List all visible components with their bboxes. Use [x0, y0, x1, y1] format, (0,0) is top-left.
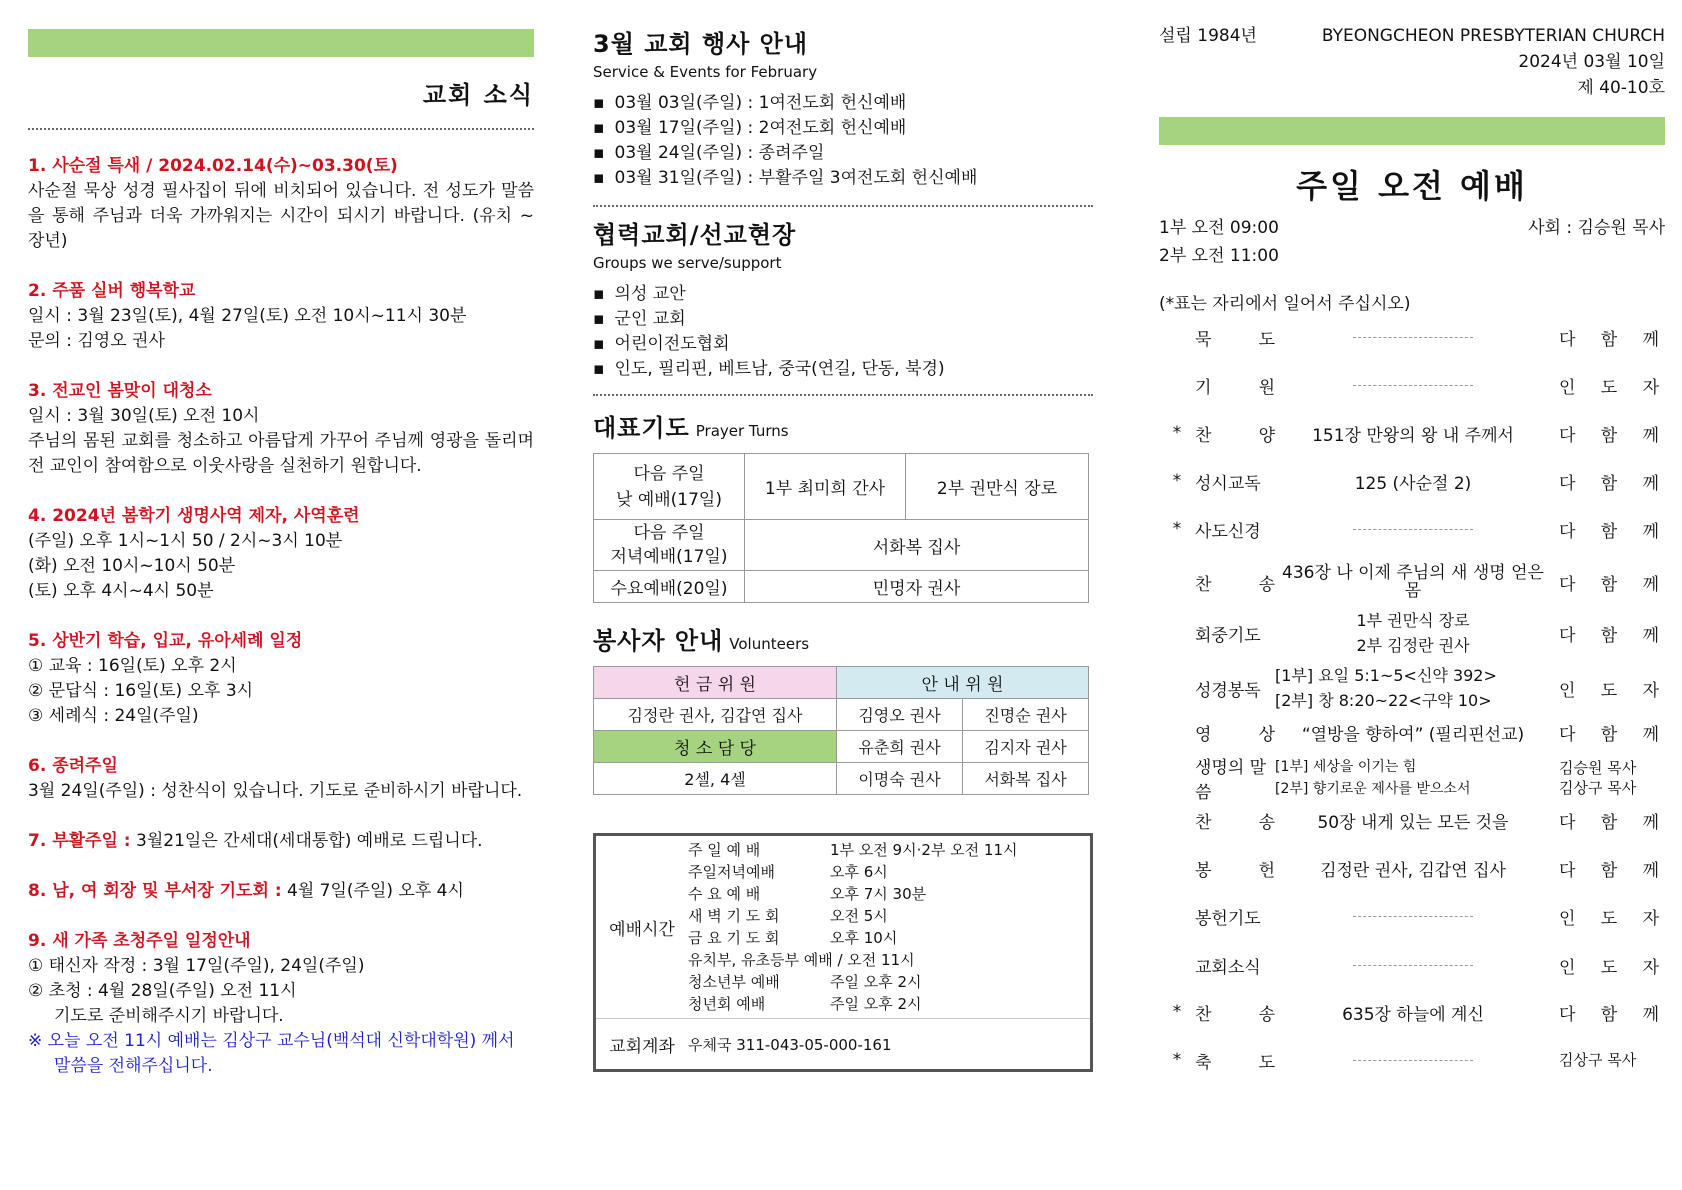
order-item-content: 436장 나 이제 주님의 새 생명 얻은 몸 [1282, 563, 1544, 601]
green-header-bar [1159, 117, 1665, 145]
prayer-title: 대표기도 Prayer Turns [593, 414, 789, 442]
prayer-cell: 2부 권만식 장로 [906, 454, 1089, 520]
order-item-leader: 다 함 께 [1559, 1004, 1659, 1025]
news-5-line: ③ 세례식 : 24일(주일) [28, 706, 199, 726]
offering-committee-header: 헌 금 위 원 [594, 667, 837, 699]
news-4-line: (주일) 오후 1시~1시 50 / 2시~3시 10분 [28, 531, 343, 551]
order-item-content [1275, 375, 1551, 395]
order-item-content: 김정란 권사, 김갑연 집사 [1320, 860, 1506, 881]
order-item-content [1275, 906, 1551, 926]
divider [593, 394, 1093, 396]
prayer-cell: 1부 최미희 간사 [745, 454, 906, 520]
order-row [1159, 610, 1665, 656]
church-name: BYEONGCHEON PRESBYTERIAN CHURCH [1321, 26, 1665, 46]
news-9-line: 기도로 준비해주시기 바랍니다. [54, 1006, 284, 1026]
news-5-line: ① 교육 : 16일(토) 오후 2시 [28, 656, 237, 676]
news-2-line: 문의 : 김영오 권사 [28, 331, 165, 351]
order-item-name: 축 도 [1195, 1052, 1275, 1073]
news-8-heading: 8. 남, 여 회장 및 부서장 기도회 : [28, 881, 282, 901]
divider [593, 205, 1093, 207]
dashed-placeholder [1353, 1060, 1473, 1061]
order-item-leader: 김승원 목사 김상구 목사 [1559, 759, 1637, 797]
order-row [1159, 805, 1665, 835]
events-subtitle: Service & Events for February [593, 63, 818, 81]
group-item: ▪ 군인 교회 [593, 307, 1093, 332]
order-item-name: 묵 도 [1195, 329, 1275, 350]
service-row: 청년회 예배 주일 오후 2시 [688, 995, 922, 1013]
service-times-label: 예배시간 [609, 919, 675, 940]
order-item-leader: 인 도 자 [1559, 680, 1659, 701]
order-row [1159, 514, 1665, 544]
worship-title: 주일 오전 예배 [1296, 167, 1528, 205]
guest-speaker-note: ※ 오늘 오전 11시 예배는 김상구 교수님(백석대 신학대학원) 께서 말씀을 전해주십니다. [28, 1031, 515, 1076]
service-row: 새 벽 기 도 회 오전 5시 [688, 907, 888, 925]
bulletin-issue: 제 40-10호 [1577, 78, 1665, 98]
order-item-content [1275, 327, 1551, 347]
news-2-line: 일시 : 3월 23일(토), 4월 27일(토) 오전 10시~11시 30분 [28, 306, 467, 326]
order-row [1159, 322, 1665, 352]
order-item-content: 635장 하늘에 계신 [1342, 1004, 1484, 1025]
order-item-name: 생명의 말씀 [1195, 758, 1267, 803]
order-item-leader: 다 함 께 [1559, 724, 1659, 745]
dashed-placeholder [1353, 385, 1473, 386]
offering-names: 김정란 권사, 김갑연 집사 [594, 699, 837, 731]
news-9-line: ② 초청 : 4월 28일(주일) 오전 11시 [28, 981, 297, 1001]
service-row: 주일저녁예배 오후 6시 [688, 863, 888, 881]
service-row: 수 요 예 배 오후 7시 30분 [688, 885, 927, 903]
group-item: ▪ 인도, 필리핀, 베트남, 중국(연길, 단동, 북경) [593, 357, 1093, 382]
green-header-bar [28, 29, 534, 57]
order-item-name: 교회소식 [1195, 957, 1261, 978]
events-list [593, 91, 1093, 191]
stand-marker: * [1172, 1050, 1182, 1070]
order-item-leader: 다 함 께 [1559, 329, 1659, 350]
order-item-leader: 다 함 께 [1559, 425, 1659, 446]
order-row [1159, 418, 1665, 448]
news-6-heading: 6. 종려주일 [28, 756, 118, 776]
order-row [1159, 853, 1665, 883]
news-1-body: 사순절 묵상 성경 필사집이 뒤에 비치되어 있습니다. 전 성도가 말씀을 통해 주님과 더욱 가까워지는 시간이 되시기 바랍니다. (유치 ~ 장년) [28, 181, 534, 251]
event-item: ▪ 03월 31일(주일) : 부활주일 3여전도회 헌신예배 [593, 166, 1093, 191]
order-item-name: 성시교독 [1195, 473, 1261, 494]
order-item-content: [1부] 세상을 이기는 힘 [2부] 향기로운 제사를 받으소서 [1275, 759, 1471, 797]
news-7-heading: 7. 부활주일 : [28, 831, 131, 851]
service-time-2: 2부 오전 11:00 [1159, 246, 1279, 266]
order-item-name: 사도신경 [1195, 521, 1261, 542]
order-item-content [1275, 1050, 1551, 1070]
usher-name: 김영오 권사 [837, 699, 963, 731]
stand-marker: * [1172, 471, 1182, 491]
news-4-line: (화) 오전 10시~10시 50분 [28, 556, 236, 576]
worship-host: 사회 : 김승원 목사 [1528, 218, 1665, 238]
order-item-name: 찬 양 [1195, 425, 1275, 446]
service-row: 주 일 예 배 1부 오전 9시·2부 오전 11시 [688, 841, 1018, 859]
order-item-name: 회중기도 [1195, 625, 1261, 646]
usher-name: 서화복 집사 [963, 763, 1089, 795]
dashed-placeholder [1353, 916, 1473, 917]
order-item-content: 151장 만왕의 왕 내 주께서 [1312, 425, 1514, 446]
prayer-cell: 민명자 권사 [745, 571, 1089, 603]
order-item-leader: 다 함 께 [1559, 521, 1659, 542]
order-item-name: 봉 헌 [1195, 860, 1275, 881]
order-item-name: 기 원 [1195, 377, 1275, 398]
founded-year: 설립 1984년 [1159, 26, 1257, 46]
events-title: 3월 교회 행사 안내 [593, 30, 809, 58]
usher-name: 이명숙 권사 [837, 763, 963, 795]
events-column [593, 0, 1093, 1072]
order-item-name: 영 상 [1195, 724, 1275, 745]
order-item-content: 1부 권만식 장로 2부 김정란 권사 [1356, 611, 1470, 655]
worship-order-column [1159, 0, 1665, 1074]
news-7-text: 3월21일은 간세대(세대통합) 예배로 드립니다. [130, 831, 483, 851]
stand-marker: * [1172, 423, 1182, 443]
news-4-line: (토) 오후 4시~4시 50분 [28, 581, 214, 601]
order-row [1159, 1045, 1665, 1075]
order-row [1159, 466, 1665, 496]
order-item-leader: 인 도 자 [1559, 957, 1659, 978]
order-item-content: [1부] 요일 5:1~5<신약 392> [2부] 창 8:20~22<구약 10> [1275, 666, 1497, 710]
service-time-1: 1부 오전 09:00 [1159, 218, 1279, 238]
dashed-placeholder [1353, 529, 1473, 530]
stand-marker: * [1172, 519, 1182, 539]
order-row [1159, 663, 1665, 713]
prayer-cell: 서화복 집사 [745, 520, 1089, 571]
event-item: ▪ 03월 03일(주일) : 1여전도회 헌신예배 [593, 91, 1093, 116]
order-item-content [1275, 955, 1551, 975]
order-row [1159, 945, 1665, 985]
news-5-line: ② 문답식 : 16일(토) 오후 3시 [28, 681, 254, 701]
order-item-leader: 다 함 께 [1559, 860, 1659, 881]
event-item: ▪ 03월 24일(주일) : 종려주일 [593, 141, 1093, 166]
cleaning-cells: 2셀, 4셀 [594, 763, 837, 795]
order-item-content: 125 (사순절 2) [1354, 473, 1472, 494]
order-item-leader: 김상구 목사 [1559, 1051, 1637, 1069]
news-3-heading: 3. 전교인 봄맞이 대청소 [28, 381, 212, 401]
news-9-heading: 9. 새 가족 초청주일 일정안내 [28, 931, 251, 951]
order-item-name: 찬 송 [1195, 574, 1275, 595]
order-row [1159, 997, 1665, 1027]
news-1-heading: 1. 사순절 특새 / 2024.02.14(수)~03.30(토) [28, 156, 398, 176]
news-list [28, 154, 534, 1079]
prayer-label: 다음 주일 저녁예배(17일) [594, 520, 745, 571]
church-news-column [28, 0, 534, 1079]
order-item-leader: 다 함 께 [1559, 473, 1659, 494]
order-row [1159, 562, 1665, 602]
order-item-name: 성경봉독 [1195, 680, 1261, 701]
order-item-content: 50장 내게 있는 모든 것을 [1317, 812, 1509, 833]
news-9-line: ① 태신자 작정 : 3월 17일(주일), 24일(주일) [28, 956, 365, 976]
groups-title: 협력교회/선교현장 [593, 221, 797, 249]
prayer-label: 다음 주일 낮 예배(17일) [594, 454, 745, 520]
dashed-placeholder [1353, 965, 1473, 966]
news-8 [28, 879, 534, 904]
stand-notice: (*표는 자리에서 일어서 주십시오) [1159, 294, 1411, 314]
bulletin-date: 2024년 03월 10일 [1518, 52, 1665, 72]
cleaning-header: 청 소 담 당 [594, 731, 837, 763]
group-item: ▪ 의성 교안 [593, 282, 1093, 307]
news-5-heading: 5. 상반기 학습, 입교, 유아세례 일정 [28, 631, 303, 651]
dashed-placeholder [1353, 337, 1473, 338]
service-times-box [593, 833, 1093, 1072]
order-of-worship [1159, 314, 1665, 1074]
news-4-heading: 4. 2024년 봄학기 생명사역 제자, 사역훈련 [28, 506, 360, 526]
order-row [1159, 901, 1665, 931]
service-row: 청소년부 예배 주일 오후 2시 [688, 973, 922, 991]
order-row [1159, 370, 1665, 400]
news-3-body: 주님의 몸된 교회를 청소하고 아름답게 가꾸어 주님께 영광을 돌리며 전 교인이 참여함으로 이웃사랑을 실천하기 원합니다. [28, 431, 534, 476]
stand-marker: * [1172, 1002, 1182, 1022]
order-item-leader: 다 함 께 [1559, 812, 1659, 833]
news-8-text: 4월 7일(주일) 오후 4시 [281, 881, 464, 901]
church-news-title: 교회 소식 [422, 81, 534, 109]
usher-name: 진명순 권사 [963, 699, 1089, 731]
service-row: 금 요 기 도 회 오후 10시 [688, 929, 898, 947]
usher-name: 김지자 권사 [963, 731, 1089, 763]
order-item-leader: 다 함 께 [1559, 625, 1659, 646]
service-times-list [688, 839, 1017, 1015]
groups-subtitle: Groups we serve/support [593, 254, 782, 272]
volunteers-table [593, 666, 1089, 795]
order-item-leader: 인 도 자 [1559, 908, 1659, 929]
usher-name: 유춘희 권사 [837, 731, 963, 763]
event-item: ▪ 03월 17일(주일) : 2여전도회 헌신예배 [593, 116, 1093, 141]
church-header [1159, 23, 1665, 49]
group-item: ▪ 어린이전도협회 [593, 332, 1093, 357]
usher-committee-header: 안 내 위 원 [837, 667, 1089, 699]
volunteers-title: 봉사자 안내 Volunteers [593, 627, 810, 655]
news-7 [28, 829, 534, 854]
groups-list [593, 282, 1093, 382]
order-item-name: 봉헌기도 [1195, 908, 1261, 929]
divider [28, 128, 534, 130]
order-item-content [1275, 519, 1551, 539]
prayer-table [593, 453, 1089, 603]
news-3-line: 일시 : 3월 30일(토) 오전 10시 [28, 406, 260, 426]
order-item-content: “열방을 향하여” (필리핀선교) [1301, 724, 1525, 745]
account-label: 교회계좌 [609, 1036, 675, 1057]
order-item-name: 찬 송 [1195, 1004, 1275, 1025]
order-item-leader: 다 함 께 [1559, 574, 1659, 595]
prayer-label: 수요예배(20일) [594, 571, 745, 603]
service-row: 유치부, 유초등부 예배 / 오전 11시 [688, 951, 915, 969]
order-row [1159, 755, 1665, 801]
order-item-name: 찬 송 [1195, 812, 1275, 833]
news-6-body: 3월 24일(주일) : 성찬식이 있습니다. 기도로 준비하시기 바랍니다. [28, 781, 523, 801]
account-number: 우체국 311-043-05-000-161 [688, 1035, 892, 1054]
news-2-heading: 2. 주품 실버 행복학교 [28, 281, 196, 301]
order-row [1159, 717, 1665, 747]
order-item-leader: 인 도 자 [1559, 377, 1659, 398]
